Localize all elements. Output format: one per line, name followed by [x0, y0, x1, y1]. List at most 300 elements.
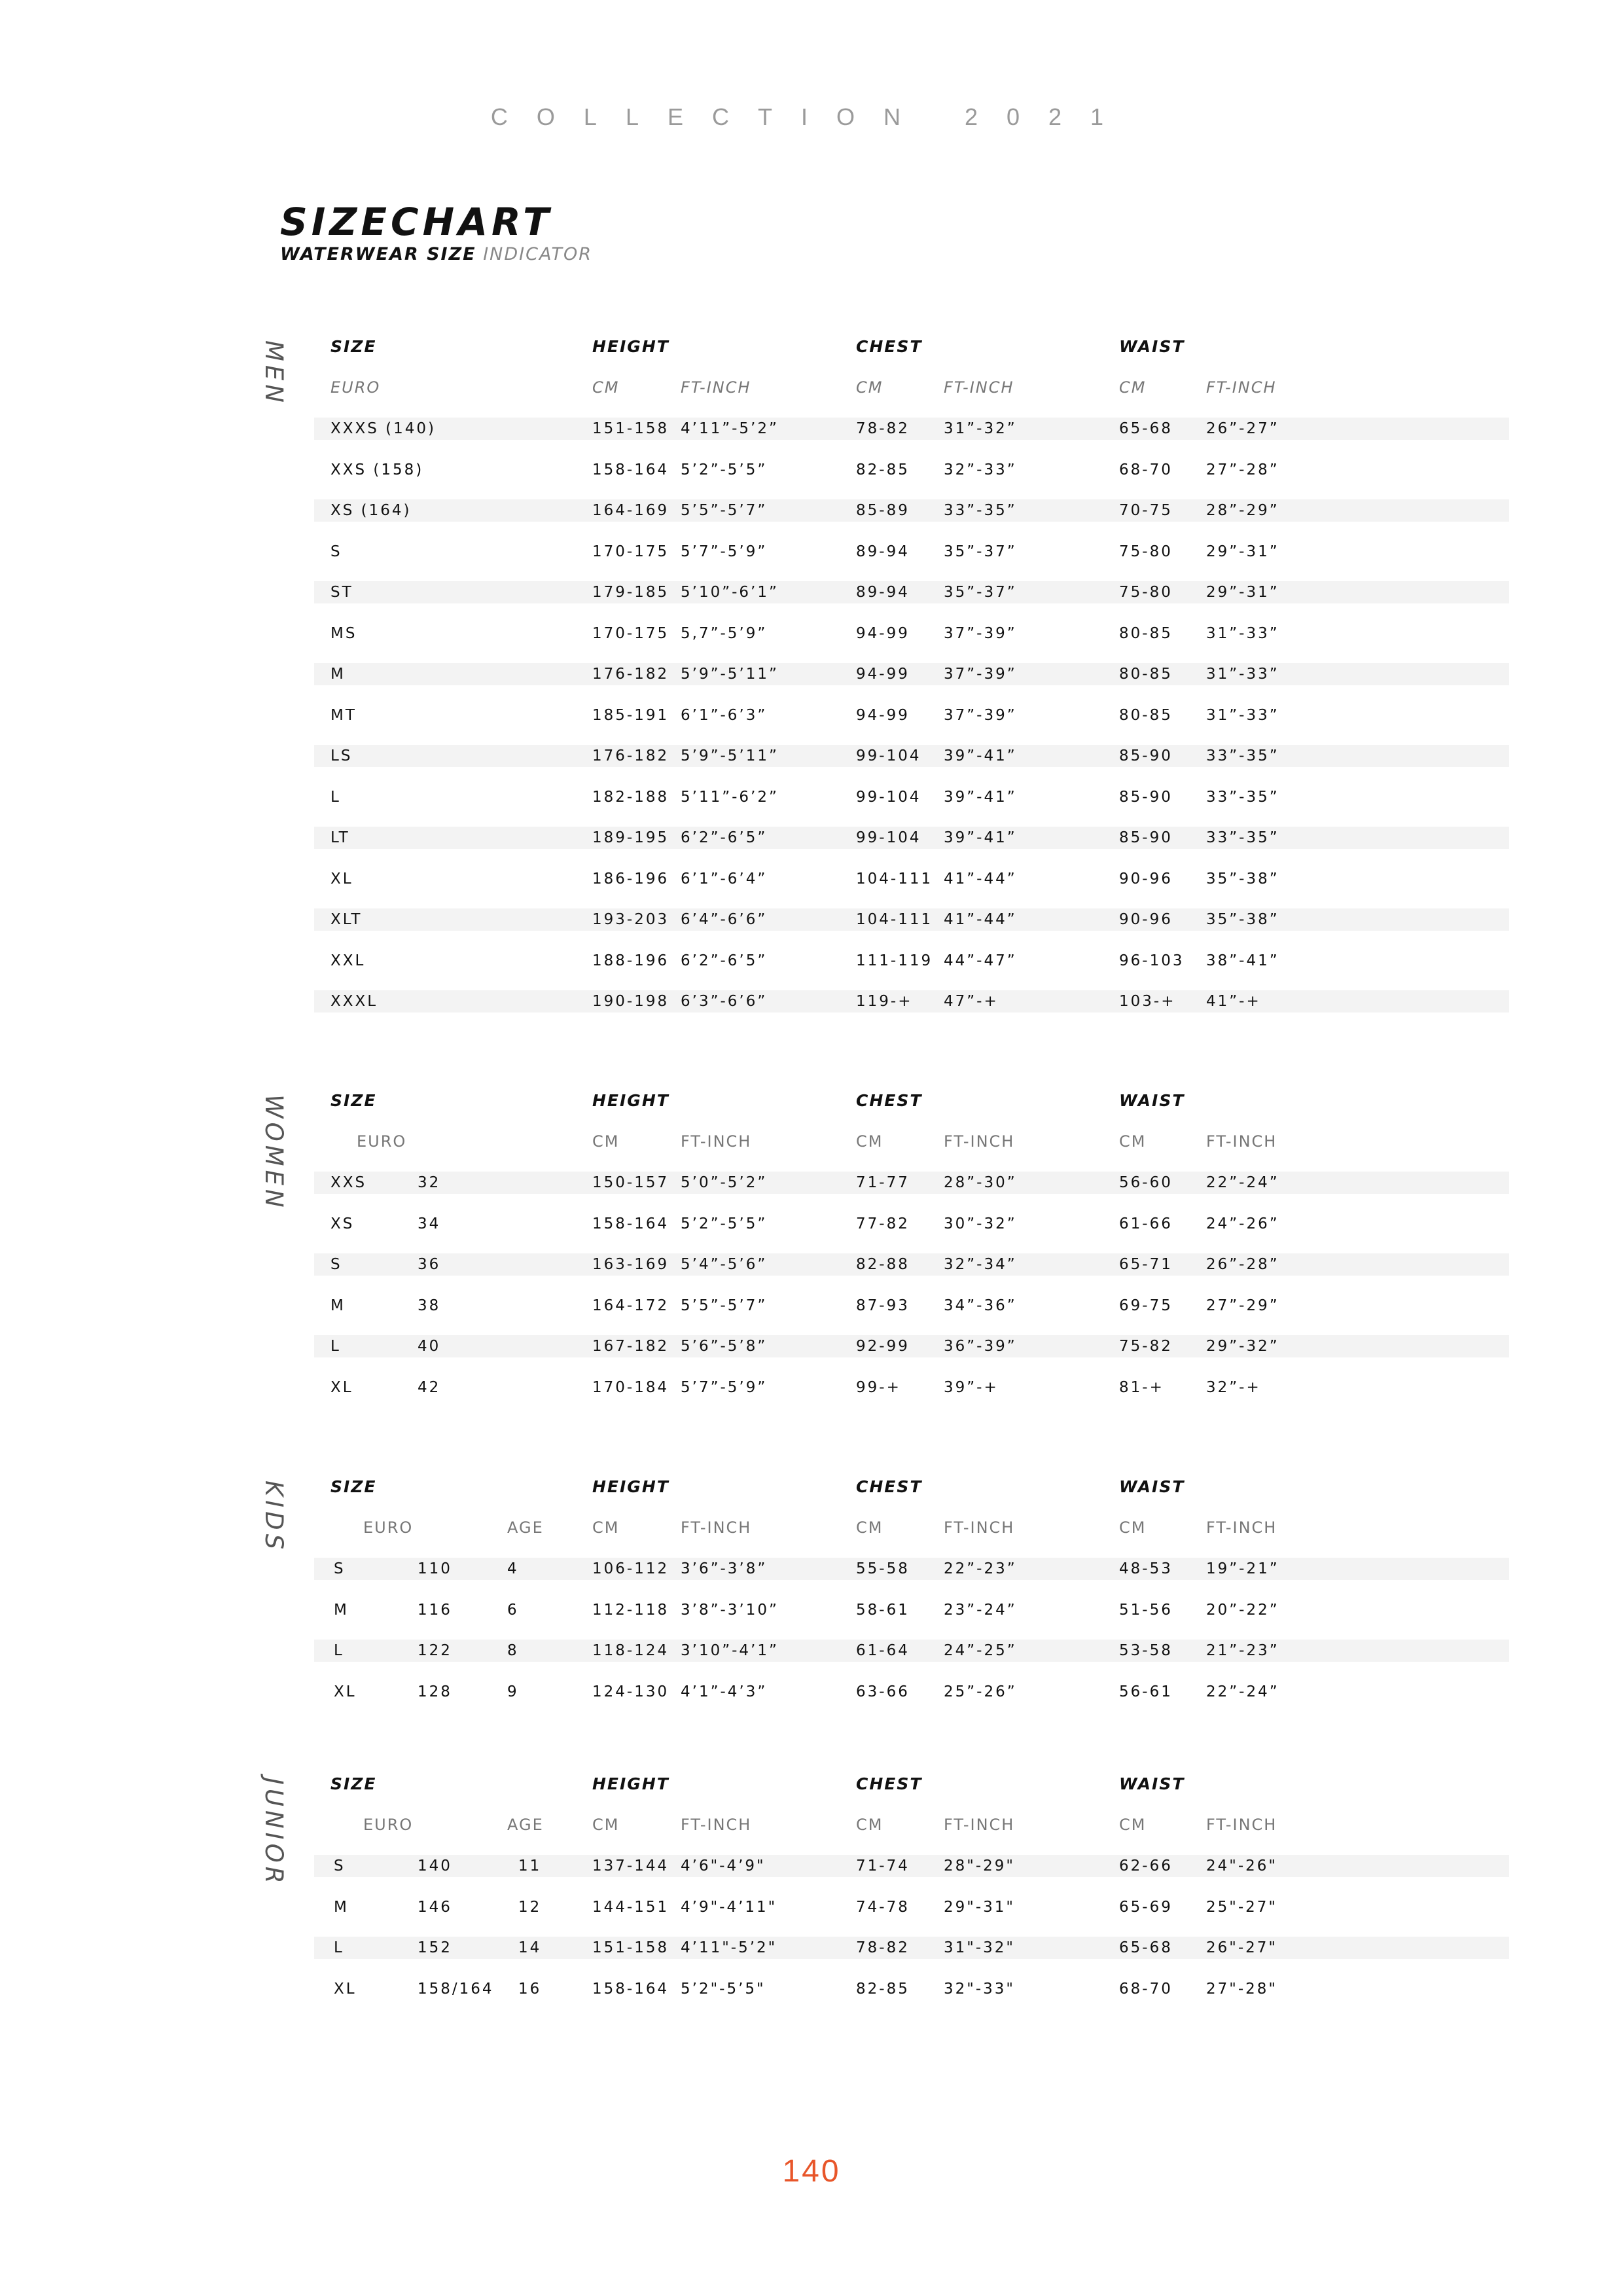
cell-c-cm: 63-66 [856, 1683, 910, 1700]
cell-c-ft: 39”-41” [944, 788, 1017, 806]
women-subheader-euro: EURO [357, 1132, 407, 1151]
cell-w-ft: 26”-28” [1206, 1256, 1279, 1273]
cell-c-ft: 32”-34” [944, 1256, 1017, 1273]
junior-subheader-height-ft: FT-INCH [681, 1816, 752, 1834]
women-subheader-height-ft: FT-INCH [681, 1132, 752, 1151]
cell-h-cm: 182-188 [592, 788, 669, 806]
table-row [314, 786, 1509, 808]
cell-c-cm: 104-111 [856, 870, 933, 888]
cell-h-cm: 158-164 [592, 1215, 669, 1232]
cell-h-ft: 5’6”-5’8” [681, 1338, 768, 1355]
cell-w-ft: 29”-31” [1206, 543, 1279, 560]
men-subheader-euro: EURO [330, 378, 381, 397]
kids-subheader-chest-cm: CM [856, 1518, 883, 1537]
cell-euro: 152 [418, 1939, 452, 1956]
table-row [314, 827, 1509, 849]
cell-size: S [334, 1857, 346, 1874]
cell-age: 9 [507, 1683, 519, 1700]
cell-w-ft: 27”-28” [1206, 461, 1279, 478]
kids-subheader-waist-ft: FT-INCH [1206, 1518, 1277, 1537]
table-row [314, 1335, 1509, 1357]
cell-w-cm: 68-70 [1119, 1980, 1173, 1998]
cell-w-ft: 33”-35” [1206, 788, 1279, 806]
men-subheader-chest-ft: FT-INCH [944, 378, 1014, 397]
junior-subheader-chest-ft: FT-INCH [944, 1816, 1015, 1834]
cell-size: LS [330, 747, 353, 764]
cell-c-ft: 29"-31" [944, 1898, 1015, 1916]
cell-size: XXL [330, 952, 366, 969]
cell-size: XL [330, 1378, 353, 1396]
cell-h-cm: 150-157 [592, 1174, 669, 1191]
cell-w-cm: 53-58 [1119, 1642, 1173, 1659]
page-title: SIZECHART [280, 200, 553, 244]
table-row [314, 1681, 1509, 1703]
table-row [314, 1213, 1509, 1235]
cell-size: S [334, 1560, 346, 1577]
table-row [314, 1253, 1509, 1276]
cell-euro: 110 [418, 1560, 452, 1577]
cell-h-ft: 5’4”-5’6” [681, 1256, 768, 1273]
cell-c-cm: 58-61 [856, 1601, 910, 1619]
cell-w-cm: 65-68 [1119, 1939, 1173, 1956]
cell-size: L [330, 788, 341, 806]
women-subheader-waist-cm: CM [1119, 1132, 1147, 1151]
cell-h-cm: 112-118 [592, 1601, 669, 1619]
women-subheader-chest-ft: FT-INCH [944, 1132, 1015, 1151]
table-row [314, 663, 1509, 685]
cell-h-cm: 158-164 [592, 461, 669, 478]
cell-h-ft: 5’2”-5’5” [681, 461, 768, 478]
cell-h-cm: 124-130 [592, 1683, 669, 1700]
cell-h-ft: 6’2”-6’5” [681, 952, 768, 969]
cell-c-cm: 77-82 [856, 1215, 910, 1232]
cell-c-cm: 78-82 [856, 420, 910, 437]
cell-h-ft: 5’0”-5’2” [681, 1174, 768, 1191]
kids-header-waist: WAIST [1119, 1477, 1185, 1496]
cell-h-cm: 158-164 [592, 1980, 669, 1998]
cell-c-ft: 25”-26” [944, 1683, 1017, 1700]
cell-h-cm: 151-158 [592, 1939, 669, 1956]
table-row [314, 581, 1509, 603]
cell-w-ft: 20”-22” [1206, 1601, 1279, 1619]
men-subheader-waist-ft: FT-INCH [1206, 378, 1277, 397]
cell-h-cm: 170-184 [592, 1378, 669, 1396]
page-subtitle [280, 244, 592, 264]
cell-size: XXS (158) [330, 461, 424, 478]
cell-w-ft: 19”-21” [1206, 1560, 1279, 1577]
cell-w-ft: 21”-23” [1206, 1642, 1279, 1659]
cell-c-cm: 82-88 [856, 1256, 910, 1273]
cell-c-ft: 35”-37” [944, 584, 1017, 601]
cell-w-ft: 31”-33” [1206, 706, 1279, 724]
men-header-height: HEIGHT [592, 337, 669, 356]
cell-c-ft: 39”-+ [944, 1378, 999, 1396]
cell-c-cm: 99-104 [856, 788, 921, 806]
cell-h-ft: 6’2”-6’5” [681, 829, 768, 846]
kids-side-label: KIDS [260, 1480, 288, 1554]
table-row [314, 950, 1509, 972]
junior-header-chest: CHEST [856, 1774, 923, 1793]
cell-h-ft: 5’9”-5’11” [681, 747, 779, 764]
cell-c-ft: 31”-32” [944, 420, 1017, 437]
cell-w-cm: 48-53 [1119, 1560, 1173, 1577]
kids-subheader-euro: EURO [363, 1518, 414, 1537]
cell-h-ft: 5’7”-5’9” [681, 543, 768, 560]
cell-c-cm: 94-99 [856, 624, 910, 642]
table-row [314, 499, 1509, 522]
cell-w-ft: 22”-24” [1206, 1174, 1279, 1191]
cell-w-cm: 69-75 [1119, 1297, 1173, 1314]
cell-w-cm: 90-96 [1119, 870, 1173, 888]
cell-w-cm: 51-56 [1119, 1601, 1173, 1619]
cell-h-ft: 6’4”-6’6” [681, 911, 768, 928]
cell-w-cm: 56-60 [1119, 1174, 1173, 1191]
cell-c-cm: 104-111 [856, 911, 933, 928]
cell-c-cm: 82-85 [856, 461, 910, 478]
table-row [314, 622, 1509, 645]
cell-size: M [334, 1898, 349, 1916]
table-row [314, 1855, 1509, 1877]
junior-header-waist: WAIST [1119, 1774, 1185, 1793]
cell-euro: 40 [418, 1338, 441, 1355]
cell-w-cm: 61-66 [1119, 1215, 1173, 1232]
cell-euro: 32 [418, 1174, 441, 1191]
cell-h-cm: 189-195 [592, 829, 669, 846]
cell-w-ft: 33”-35” [1206, 747, 1279, 764]
cell-h-ft: 3’10”-4’1” [681, 1642, 779, 1659]
page-number: 140 [782, 2154, 841, 2189]
cell-w-cm: 62-66 [1119, 1857, 1173, 1874]
cell-size: M [330, 1297, 346, 1314]
cell-w-ft: 26”-27” [1206, 420, 1279, 437]
cell-c-cm: 85-89 [856, 502, 910, 519]
cell-c-ft: 30”-32” [944, 1215, 1017, 1232]
men-subheader-height-cm: CM [592, 378, 620, 397]
men-subheader-height-ft: FT-INCH [681, 378, 751, 397]
cell-w-cm: 90-96 [1119, 911, 1173, 928]
subtitle-bold: WATERWEAR SIZE [280, 244, 476, 264]
cell-w-cm: 80-85 [1119, 666, 1173, 683]
cell-w-ft: 22”-24” [1206, 1683, 1279, 1700]
table-row [314, 1599, 1509, 1621]
cell-c-cm: 111-119 [856, 952, 933, 969]
cell-age: 12 [518, 1898, 542, 1916]
junior-subheader-height-cm: CM [592, 1816, 620, 1834]
cell-euro: 140 [418, 1857, 452, 1874]
cell-h-cm: 188-196 [592, 952, 669, 969]
cell-w-ft: 27”-29” [1206, 1297, 1279, 1314]
cell-size: MS [330, 624, 357, 642]
table-row [314, 990, 1509, 1013]
cell-c-cm: 74-78 [856, 1898, 910, 1916]
kids-subheader-waist-cm: CM [1119, 1518, 1147, 1537]
cell-w-cm: 75-82 [1119, 1338, 1173, 1355]
cell-c-ft: 35”-37” [944, 543, 1017, 560]
kids-header-size: SIZE [330, 1477, 377, 1496]
men-header-size: SIZE [330, 337, 377, 356]
cell-size: LT [330, 829, 350, 846]
cell-h-ft: 4’9"-4’11" [681, 1898, 777, 1916]
cell-c-cm: 94-99 [856, 706, 910, 724]
cell-w-ft: 27"-28" [1206, 1980, 1277, 1998]
women-subheader-chest-cm: CM [856, 1132, 883, 1151]
cell-c-cm: 99-104 [856, 829, 921, 846]
cell-age: 8 [507, 1642, 519, 1659]
cell-size: L [334, 1939, 344, 1956]
cell-h-cm: 185-191 [592, 706, 669, 724]
cell-c-ft: 32"-33" [944, 1980, 1015, 1998]
cell-h-cm: 163-169 [592, 1256, 669, 1273]
cell-c-ft: 47”-+ [944, 993, 999, 1010]
table-row [314, 1172, 1509, 1194]
junior-subheader-euro: EURO [363, 1816, 414, 1834]
cell-h-ft: 4’11”-5’2” [681, 420, 779, 437]
cell-age: 16 [518, 1980, 542, 1998]
women-header-waist: WAIST [1119, 1091, 1185, 1110]
cell-c-cm: 92-99 [856, 1338, 910, 1355]
cell-w-ft: 31”-33” [1206, 624, 1279, 642]
cell-w-ft: 26"-27" [1206, 1939, 1277, 1956]
cell-w-ft: 25"-27" [1206, 1898, 1277, 1916]
cell-h-ft: 3’8”-3’10” [681, 1601, 779, 1619]
cell-h-cm: 106-112 [592, 1560, 669, 1577]
junior-subheader-waist-ft: FT-INCH [1206, 1816, 1277, 1834]
cell-size: XXXS (140) [330, 420, 437, 437]
cell-euro: 38 [418, 1297, 441, 1314]
cell-h-ft: 5’2”-5’5” [681, 1215, 768, 1232]
table-row [314, 908, 1509, 931]
cell-size: ST [330, 584, 353, 601]
junior-subheader-age: AGE [507, 1816, 544, 1834]
cell-w-cm: 65-71 [1119, 1256, 1173, 1273]
cell-c-cm: 78-82 [856, 1939, 910, 1956]
subtitle-light: INDICATOR [483, 244, 592, 264]
cell-c-ft: 28"-29" [944, 1857, 1015, 1874]
cell-size: L [330, 1338, 341, 1355]
cell-c-cm: 89-94 [856, 543, 910, 560]
men-header-waist: WAIST [1119, 337, 1185, 356]
cell-w-ft: 38”-41” [1206, 952, 1279, 969]
cell-euro: 34 [418, 1215, 441, 1232]
cell-size: XXS [330, 1174, 367, 1191]
cell-c-ft: 24”-25” [944, 1642, 1017, 1659]
cell-h-cm: 176-182 [592, 666, 669, 683]
cell-w-cm: 96-103 [1119, 952, 1185, 969]
table-row [314, 541, 1509, 563]
cell-c-ft: 44”-47” [944, 952, 1017, 969]
cell-w-cm: 85-90 [1119, 747, 1173, 764]
junior-header-size: SIZE [330, 1774, 377, 1793]
junior-side-label: JUNIOR [260, 1778, 288, 1888]
cell-w-ft: 41”-+ [1206, 993, 1261, 1010]
cell-c-cm: 89-94 [856, 584, 910, 601]
cell-h-cm: 193-203 [592, 911, 669, 928]
men-header-chest: CHEST [856, 337, 923, 356]
kids-header-height: HEIGHT [592, 1477, 669, 1496]
cell-w-ft: 29”-32” [1206, 1338, 1279, 1355]
cell-c-ft: 41”-44” [944, 870, 1017, 888]
cell-h-ft: 4’6"-4’9" [681, 1857, 766, 1874]
cell-size: XL [334, 1683, 357, 1700]
cell-w-ft: 35”-38” [1206, 870, 1279, 888]
cell-h-cm: 176-182 [592, 747, 669, 764]
cell-h-cm: 186-196 [592, 870, 669, 888]
cell-w-ft: 32”-+ [1206, 1378, 1261, 1396]
cell-size: MT [330, 706, 357, 724]
cell-h-cm: 179-185 [592, 584, 669, 601]
cell-w-cm: 81-+ [1119, 1378, 1164, 1396]
women-subheader-waist-ft: FT-INCH [1206, 1132, 1277, 1151]
cell-size: XLT [330, 911, 363, 928]
cell-w-cm: 80-85 [1119, 624, 1173, 642]
table-row [314, 1937, 1509, 1959]
cell-euro: 36 [418, 1256, 441, 1273]
cell-euro: 116 [418, 1601, 452, 1619]
cell-c-cm: 119-+ [856, 993, 913, 1010]
table-row [314, 704, 1509, 726]
women-header-chest: CHEST [856, 1091, 923, 1110]
cell-size: XL [334, 1980, 357, 1998]
kids-subheader-chest-ft: FT-INCH [944, 1518, 1015, 1537]
cell-w-ft: 29”-31” [1206, 584, 1279, 601]
cell-c-ft: 22”-23” [944, 1560, 1017, 1577]
cell-size: L [334, 1642, 344, 1659]
cell-c-ft: 39”-41” [944, 829, 1017, 846]
cell-c-ft: 23”-24” [944, 1601, 1017, 1619]
cell-h-ft: 5’7”-5’9” [681, 1378, 768, 1396]
cell-c-ft: 37”-39” [944, 706, 1017, 724]
table-row [314, 459, 1509, 481]
kids-header-chest: CHEST [856, 1477, 923, 1496]
cell-w-ft: 31”-33” [1206, 666, 1279, 683]
cell-c-cm: 99-+ [856, 1378, 901, 1396]
cell-c-cm: 87-93 [856, 1297, 910, 1314]
table-row [314, 1896, 1509, 1918]
table-row [314, 1640, 1509, 1662]
cell-euro: 146 [418, 1898, 452, 1916]
cell-age: 11 [518, 1857, 542, 1874]
cell-h-cm: 167-182 [592, 1338, 669, 1355]
cell-c-cm: 71-77 [856, 1174, 910, 1191]
cell-c-ft: 28”-30” [944, 1174, 1017, 1191]
cell-w-cm: 68-70 [1119, 461, 1173, 478]
cell-h-cm: 118-124 [592, 1642, 669, 1659]
cell-c-cm: 82-85 [856, 1980, 910, 1998]
junior-subheader-chest-cm: CM [856, 1816, 883, 1834]
cell-c-ft: 36”-39” [944, 1338, 1017, 1355]
cell-c-cm: 94-99 [856, 666, 910, 683]
cell-h-ft: 5’5”-5’7” [681, 502, 768, 519]
women-header-height: HEIGHT [592, 1091, 669, 1110]
collection-header: COLLECTION 2021 [490, 103, 1133, 130]
cell-h-ft: 6’3”-6’6” [681, 993, 768, 1010]
cell-euro: 158/164 [418, 1980, 494, 1998]
cell-w-cm: 80-85 [1119, 706, 1173, 724]
women-header-size: SIZE [330, 1091, 377, 1110]
cell-euro: 128 [418, 1683, 452, 1700]
kids-subheader-height-cm: CM [592, 1518, 620, 1537]
cell-w-ft: 24”-26” [1206, 1215, 1279, 1232]
cell-h-cm: 170-175 [592, 543, 669, 560]
cell-c-ft: 37”-39” [944, 624, 1017, 642]
junior-subheader-waist-cm: CM [1119, 1816, 1147, 1834]
cell-size: M [334, 1601, 349, 1619]
cell-w-cm: 56-61 [1119, 1683, 1173, 1700]
cell-h-cm: 190-198 [592, 993, 669, 1010]
cell-w-cm: 65-68 [1119, 420, 1173, 437]
cell-euro: 42 [418, 1378, 441, 1396]
cell-h-cm: 170-175 [592, 624, 669, 642]
cell-size: M [330, 666, 346, 683]
cell-h-cm: 164-172 [592, 1297, 669, 1314]
cell-h-ft: 4’1”-4’3” [681, 1683, 768, 1700]
cell-age: 14 [518, 1939, 542, 1956]
table-row [314, 1558, 1509, 1580]
women-subheader-height-cm: CM [592, 1132, 620, 1151]
cell-c-ft: 37”-39” [944, 666, 1017, 683]
cell-w-ft: 24"-26" [1206, 1857, 1277, 1874]
cell-c-ft: 33”-35” [944, 502, 1017, 519]
cell-c-cm: 71-74 [856, 1857, 910, 1874]
cell-w-ft: 28”-29” [1206, 502, 1279, 519]
cell-w-cm: 65-69 [1119, 1898, 1173, 1916]
cell-w-cm: 75-80 [1119, 543, 1173, 560]
cell-h-ft: 6’1”-6’4” [681, 870, 768, 888]
cell-size: XS [330, 1215, 355, 1232]
cell-c-cm: 55-58 [856, 1560, 910, 1577]
cell-h-ft: 5,7”-5’9” [681, 624, 768, 642]
table-row [314, 1295, 1509, 1317]
table-row [314, 418, 1509, 440]
men-subheader-chest-cm: CM [856, 378, 883, 397]
cell-w-ft: 35”-38” [1206, 911, 1279, 928]
kids-subheader-age: AGE [507, 1518, 544, 1537]
cell-c-ft: 39”-41” [944, 747, 1017, 764]
table-row [314, 868, 1509, 890]
cell-w-ft: 33”-35” [1206, 829, 1279, 846]
cell-w-cm: 75-80 [1119, 584, 1173, 601]
cell-h-cm: 144-151 [592, 1898, 669, 1916]
cell-c-ft: 41”-44” [944, 911, 1017, 928]
cell-h-ft: 4’11"-5’2" [681, 1939, 777, 1956]
cell-h-ft: 5’10”-6’1” [681, 584, 779, 601]
table-row [314, 1978, 1509, 2000]
cell-euro: 122 [418, 1642, 452, 1659]
cell-size: XS (164) [330, 502, 412, 519]
cell-h-cm: 151-158 [592, 420, 669, 437]
cell-size: XXXL [330, 993, 378, 1010]
cell-c-cm: 99-104 [856, 747, 921, 764]
cell-h-cm: 164-169 [592, 502, 669, 519]
cell-w-cm: 103-+ [1119, 993, 1176, 1010]
cell-c-ft: 34”-36” [944, 1297, 1017, 1314]
cell-h-cm: 137-144 [592, 1857, 669, 1874]
women-side-label: WOMEN [260, 1094, 288, 1211]
cell-age: 6 [507, 1601, 519, 1619]
junior-header-height: HEIGHT [592, 1774, 669, 1793]
cell-h-ft: 6’1”-6’3” [681, 706, 768, 724]
cell-w-cm: 85-90 [1119, 829, 1173, 846]
cell-c-cm: 61-64 [856, 1642, 910, 1659]
cell-c-ft: 32”-33” [944, 461, 1017, 478]
cell-size: S [330, 1256, 342, 1273]
cell-h-ft: 5’5”-5’7” [681, 1297, 768, 1314]
cell-c-ft: 31"-32" [944, 1939, 1015, 1956]
men-subheader-waist-cm: CM [1119, 378, 1147, 397]
table-row [314, 745, 1509, 767]
cell-h-ft: 5’9”-5’11” [681, 666, 779, 683]
cell-h-ft: 3’6”-3’8” [681, 1560, 768, 1577]
